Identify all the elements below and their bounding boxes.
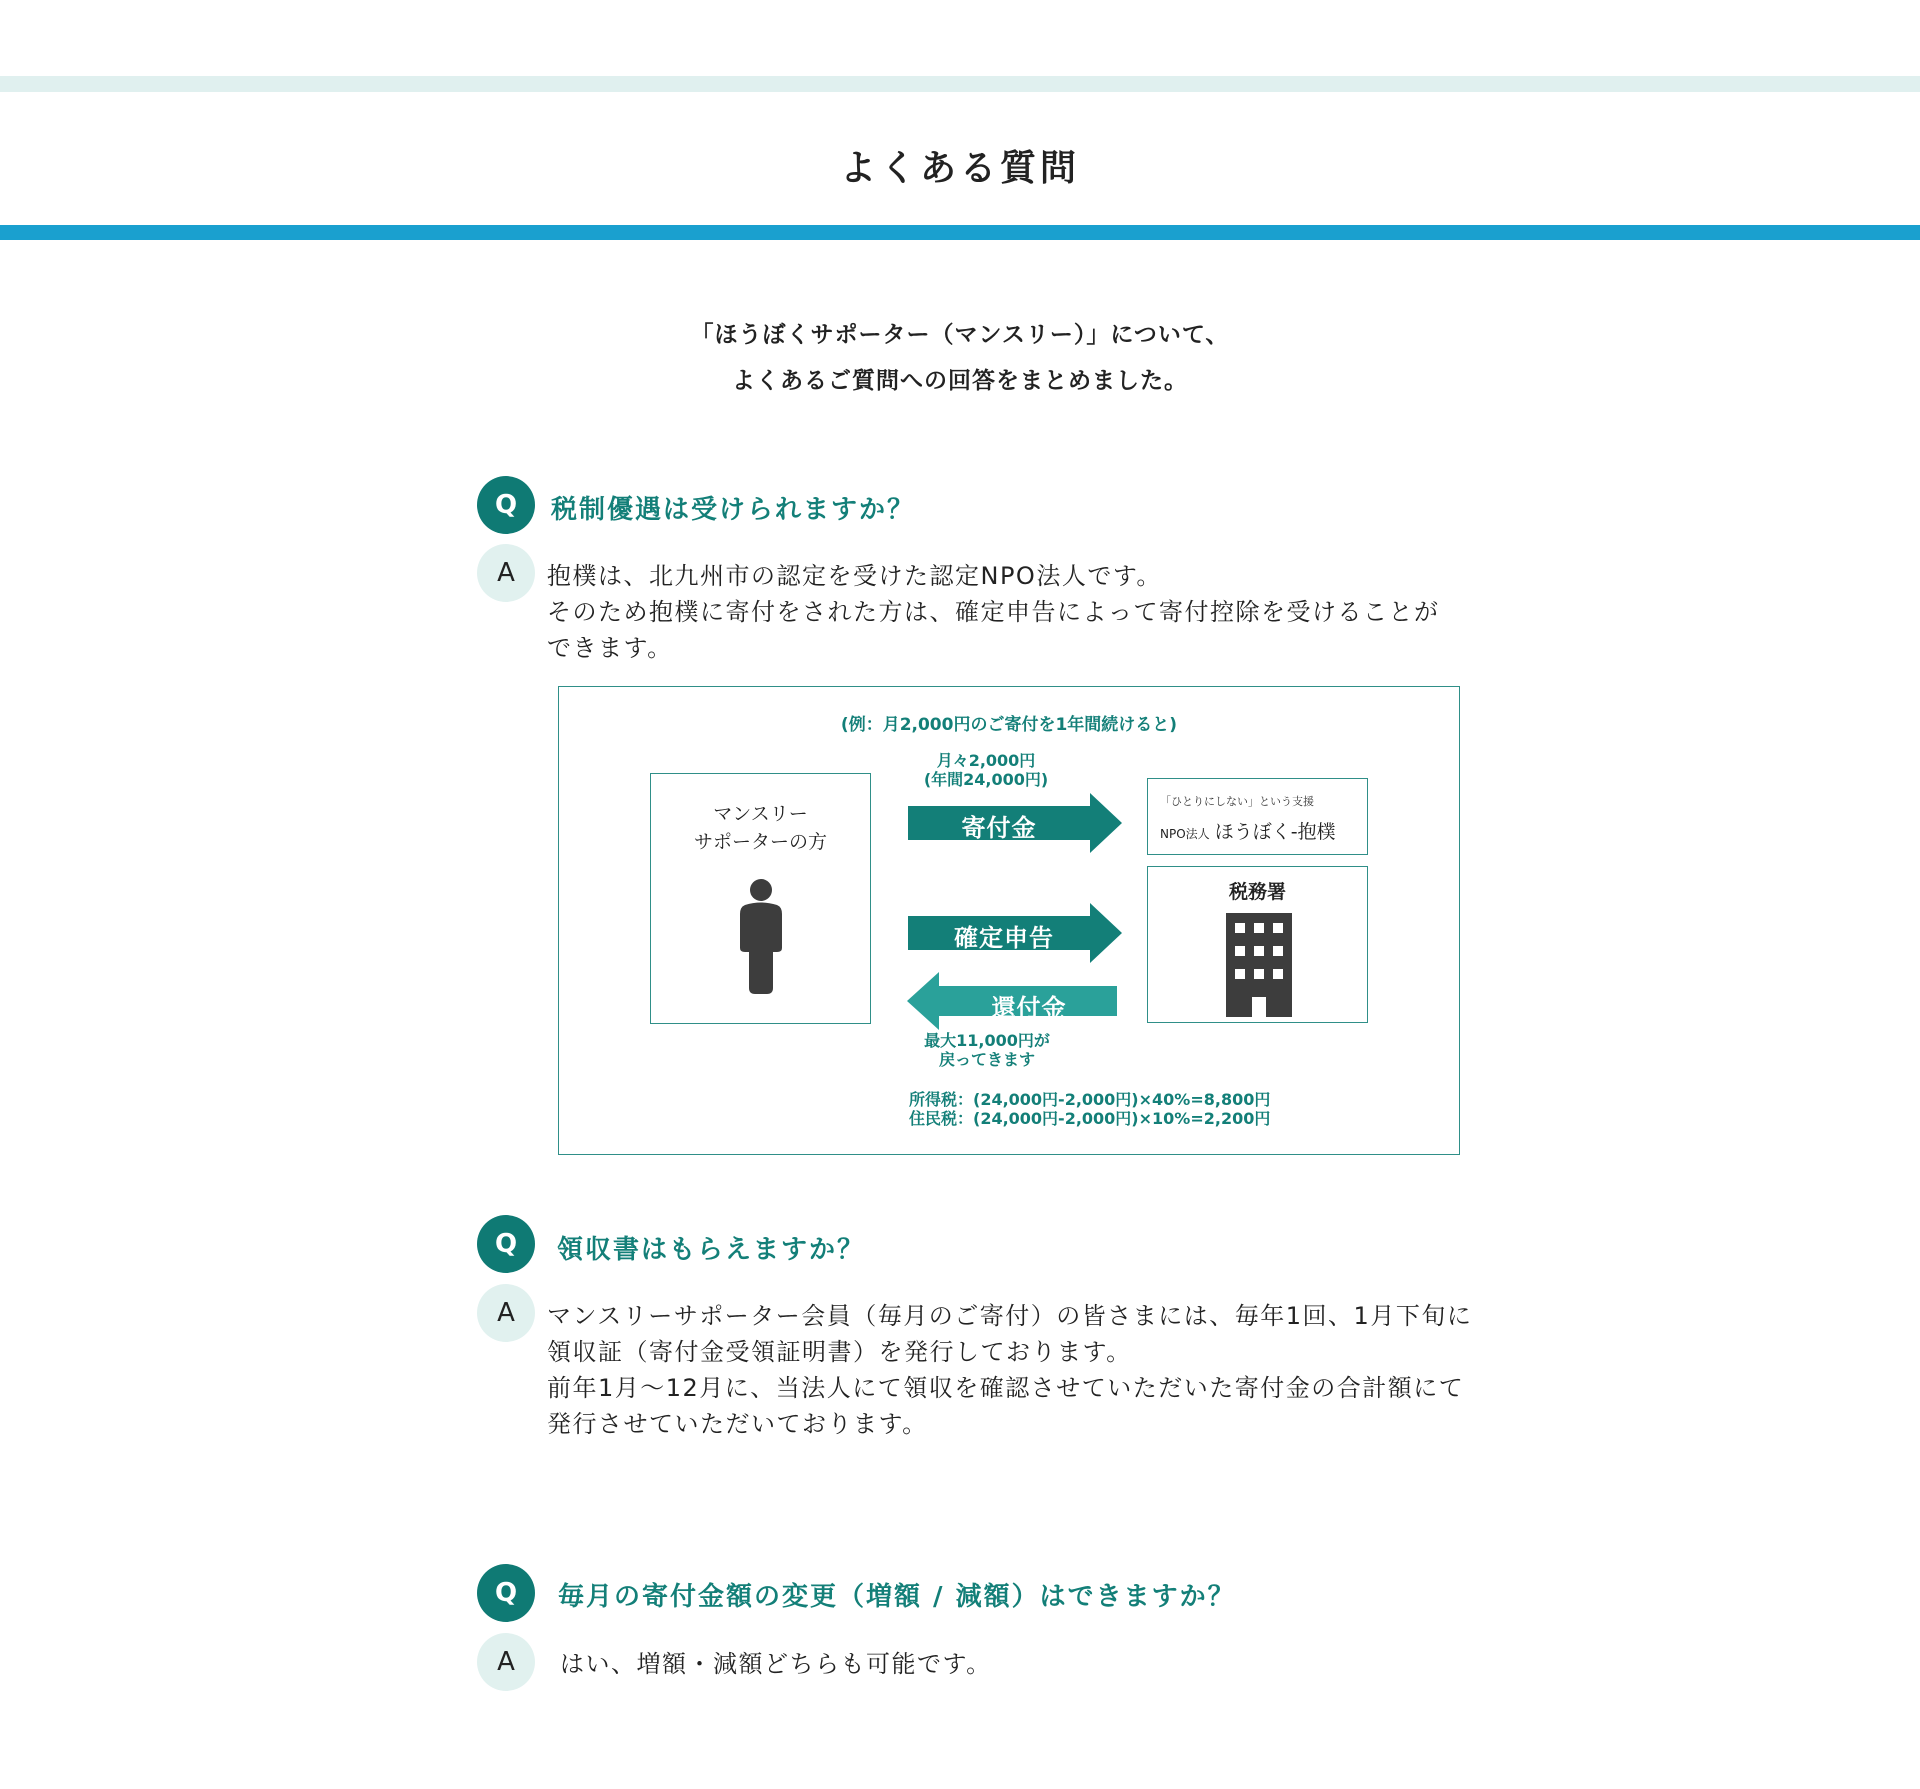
page-title: よくある質問 xyxy=(839,148,1080,189)
tax-return-arrow-label: 確定申告 xyxy=(954,924,1054,952)
supporter-label-line: マンスリー xyxy=(713,803,808,825)
answer-line: そのため抱樸に寄付をされた方は、確定申告によって寄付控除を受けることが xyxy=(547,598,1440,626)
faq-answer-tax xyxy=(547,558,1440,666)
npo-box xyxy=(1147,778,1368,855)
building-icon xyxy=(1226,913,1292,1017)
faq-answer-change-amount xyxy=(560,1646,992,1682)
intro-text xyxy=(0,312,1920,404)
npo-prefix: NPO法人 xyxy=(1160,827,1210,841)
faq-answer-receipt xyxy=(547,1298,1472,1442)
supporter-label-line: サポーターの方 xyxy=(693,831,827,853)
resident-tax-line: 住民税：(24,000円-2,000円)×10%=2,200円 xyxy=(909,1109,1271,1128)
npo-name xyxy=(1160,817,1336,844)
answer-line: 前年1月〜12月に、当法人にて領収を確認させていただいた寄付金の合計額にて xyxy=(547,1374,1465,1402)
answer-line: はい、増額・減額どちらも可能です。 xyxy=(560,1650,992,1678)
top-band xyxy=(0,76,1920,92)
tax-office-label: 税務署 xyxy=(1228,881,1286,903)
refund-arrow-label: 還付金 xyxy=(991,994,1067,1022)
answer-badge: A xyxy=(477,1633,535,1691)
refund-note-line: 戻ってきます xyxy=(938,1050,1035,1069)
question-badge: Q xyxy=(477,1564,535,1622)
intro-line: よくあるご質問への回答をまとめました。 xyxy=(732,368,1188,394)
monthly-amount-line: 月々2,000円 xyxy=(936,751,1036,770)
answer-line: できます。 xyxy=(547,634,673,662)
npo-tagline: 「ひとりにしない」という支援 xyxy=(1160,795,1314,808)
answer-badge: A xyxy=(477,1284,535,1342)
supporter-box xyxy=(650,773,871,1024)
question-badge: Q xyxy=(477,476,535,534)
tax-calculation xyxy=(909,1090,1270,1128)
donation-arrow-label: 寄付金 xyxy=(961,814,1037,842)
person-icon xyxy=(739,878,783,998)
answer-line: 抱樸は、北九州市の認定を受けた認定NPO法人です。 xyxy=(547,562,1162,590)
intro-line: 「ほうぼくサポーター（マンスリー）」について、 xyxy=(690,322,1230,348)
faq-question-change-amount: 毎月の寄付金額の変更（増額 / 減額）はできますか？ xyxy=(558,1582,1236,1612)
tax-deduction-diagram xyxy=(558,686,1460,1155)
npo-main-name: ほうぼく-抱樸 xyxy=(1214,821,1336,843)
answer-line: 領収証（寄付金受領証明書）を発行しております。 xyxy=(547,1338,1132,1366)
answer-line: 発行させていただいております。 xyxy=(547,1410,928,1438)
refund-note-line: 最大11,000円が xyxy=(924,1031,1050,1050)
monthly-amount-line: (年間24,000円) xyxy=(923,770,1049,789)
title-underline-band xyxy=(0,225,1920,240)
income-tax-line: 所得税：(24,000円-2,000円)×40%=8,800円 xyxy=(909,1090,1271,1109)
faq-question-tax: 税制優遇は受けられますか？ xyxy=(551,495,916,525)
supporter-label xyxy=(651,800,870,856)
tax-office-box xyxy=(1147,866,1368,1023)
answer-badge: A xyxy=(477,544,535,602)
refund-note xyxy=(917,1031,1057,1069)
answer-line: マンスリーサポーター会員（毎月のご寄付）の皆さまには、毎年1回、1月下旬に xyxy=(547,1302,1473,1330)
example-note: (例：月2,000円のご寄付を1年間続けると) xyxy=(840,715,1178,735)
monthly-amount-note xyxy=(916,751,1056,789)
faq-question-receipt: 領収書はもらえますか？ xyxy=(557,1235,866,1265)
question-badge: Q xyxy=(477,1215,535,1273)
